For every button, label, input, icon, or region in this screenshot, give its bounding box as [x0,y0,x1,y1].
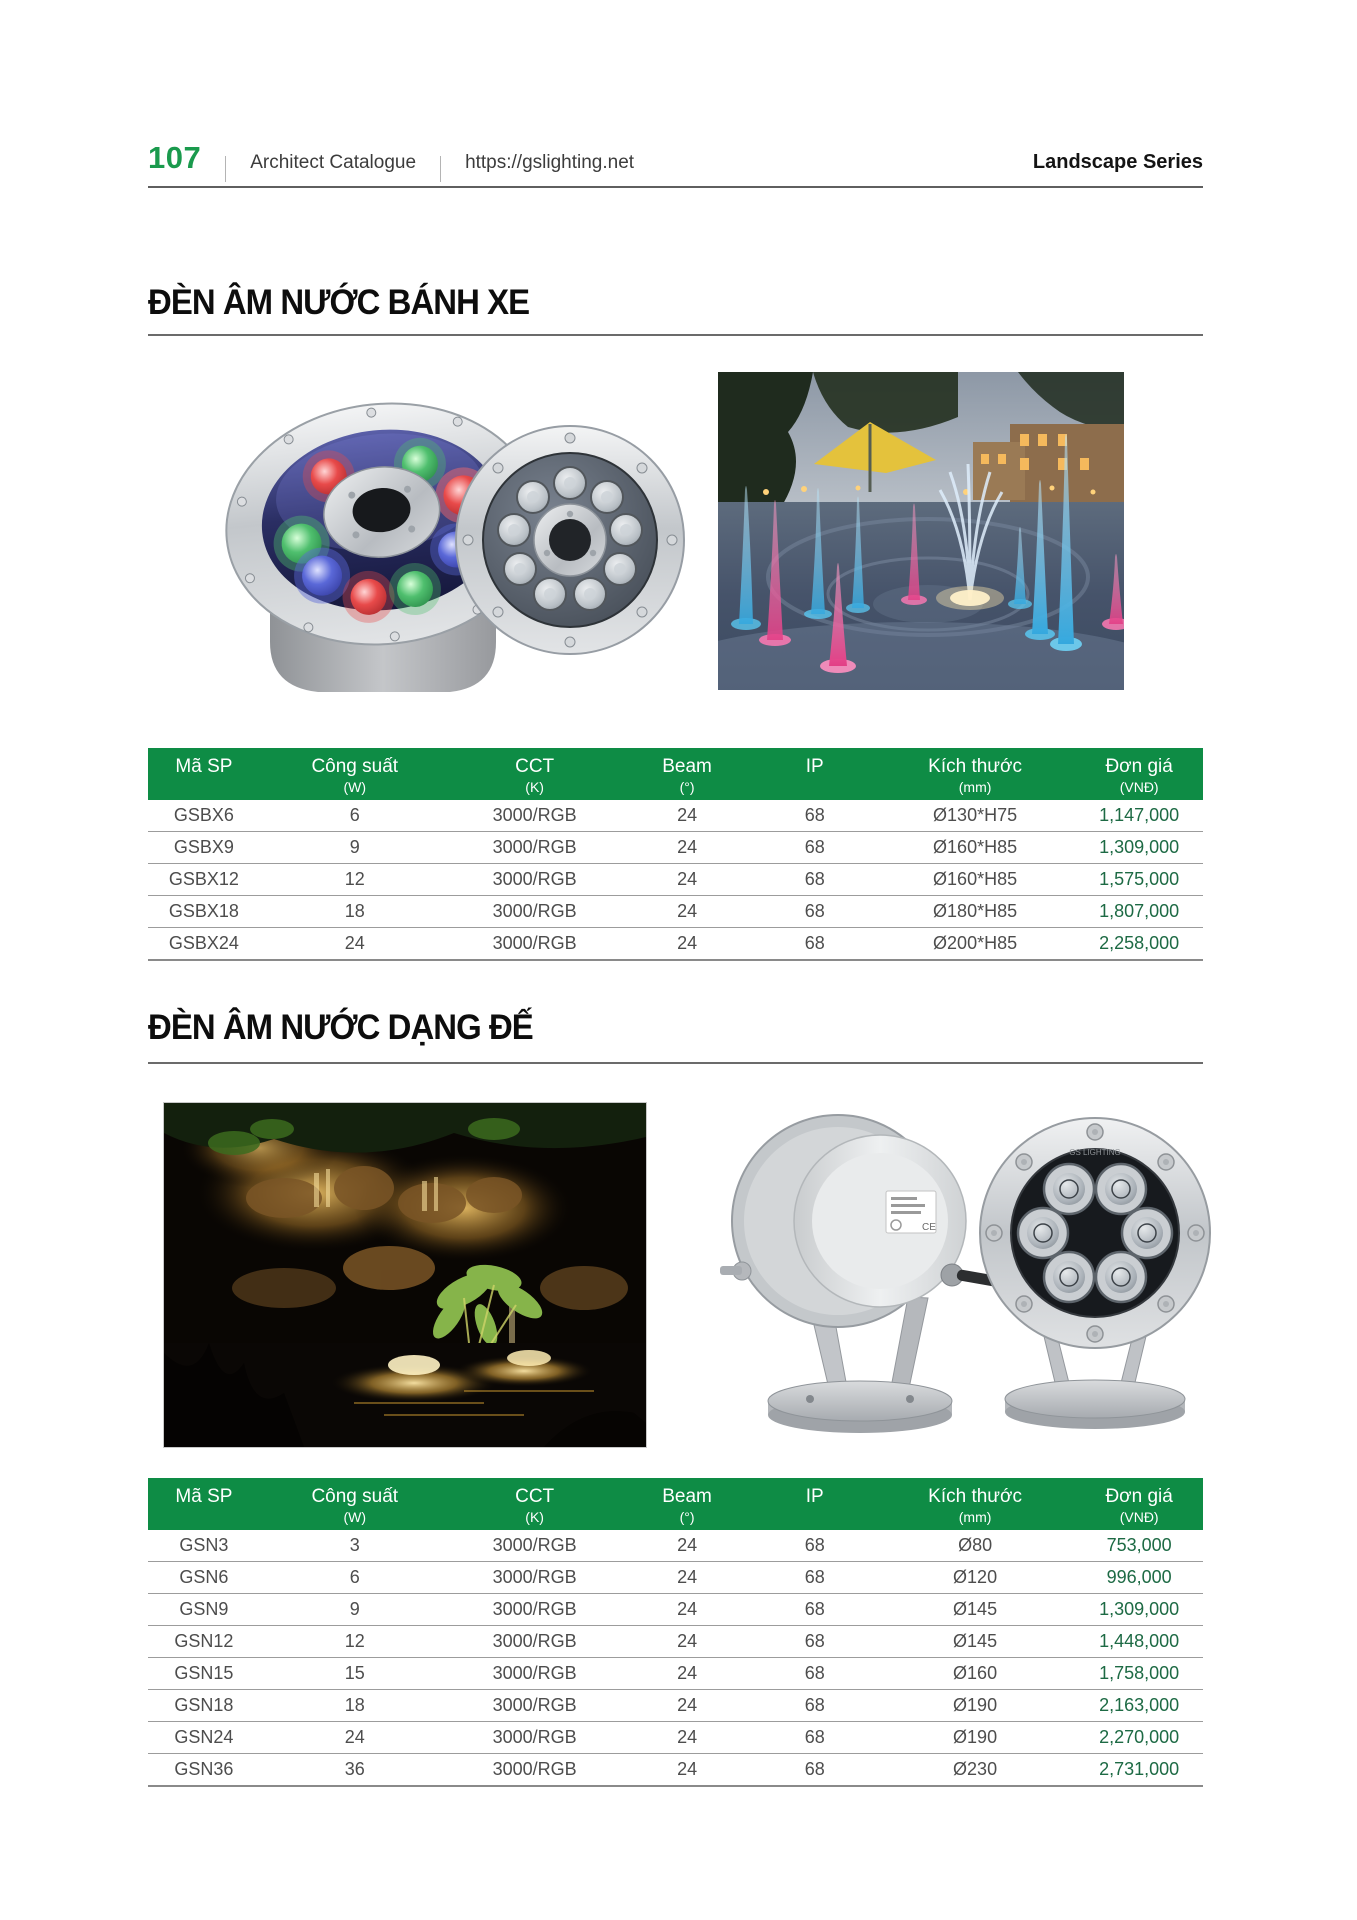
column-unit: (K) [525,779,544,795]
product-code-cell: GSN18 [148,1690,260,1722]
website-url: https://gslighting.net [465,152,635,173]
spec-cell: 3000/RGB [450,1722,620,1754]
spec-cell: 3000/RGB [450,800,620,832]
price-cell: 2,258,000 [1075,928,1203,961]
column-unit: (°) [679,1509,695,1525]
spot-light-illustration [690,1083,1242,1445]
spec-cell: Ø145 [875,1594,1075,1626]
spec-cell: 3000/RGB [450,928,620,961]
spec-cell: 3000/RGB [450,1658,620,1690]
spec-cell: 68 [755,896,875,928]
table-row [148,1690,1203,1722]
spec-cell: 3000/RGB [450,1690,620,1722]
column-unit: (K) [525,1509,544,1525]
spec-table-base-lights [148,1478,1203,1787]
table-row [148,1626,1203,1658]
column-label: Công suất [311,1486,399,1507]
column-unit: (VNĐ) [1119,779,1159,795]
product-code-cell: GSBX9 [148,832,260,864]
spec-cell: 12 [260,864,450,896]
table-row [148,864,1203,896]
pond-application-photo [163,1102,647,1448]
spec-cell: 24 [620,928,755,961]
product-code-cell: GSBX6 [148,800,260,832]
product-code-cell: GSBX24 [148,928,260,961]
svg-text:CE: CE [922,1222,936,1233]
column-label: IP [805,1486,824,1507]
wheel-light-illustration [150,342,690,720]
column-unit [755,779,875,795]
column-unit [755,1509,875,1525]
table-row [148,1722,1203,1754]
spec-cell: 12 [260,1626,450,1658]
spec-cell: 15 [260,1658,450,1690]
product-code-cell: GSBX12 [148,864,260,896]
spec-cell: 18 [260,1690,450,1722]
column-label: Mã SP [175,1486,233,1507]
spec-cell: 24 [620,832,755,864]
product-code-cell: GSN36 [148,1754,260,1787]
price-cell: 1,575,000 [1075,864,1203,896]
catalogue-name: Architect Catalogue [250,152,417,173]
product-code-cell: GSN3 [148,1530,260,1562]
column-header-4 [755,1478,875,1530]
table-row [148,1530,1203,1562]
price-cell: 1,309,000 [1075,1594,1203,1626]
table-row [148,1754,1203,1787]
spec-cell: Ø160 [875,1658,1075,1690]
header-divider [440,156,441,182]
fountain-illustration [718,372,1124,690]
product-code-cell: GSN15 [148,1658,260,1690]
price-cell: 996,000 [1075,1562,1203,1594]
price-cell: 2,163,000 [1075,1690,1203,1722]
column-header-1 [260,1478,450,1530]
table-row [148,1594,1203,1626]
spec-cell: 3000/RGB [450,1594,620,1626]
column-label: Đơn giá [1105,1486,1173,1507]
spec-cell: 24 [620,1754,755,1787]
fountain-application-photo [718,372,1124,690]
spec-cell: 68 [755,1754,875,1787]
column-header-1 [260,748,450,800]
spec-cell: Ø145 [875,1626,1075,1658]
column-header-0 [148,1478,260,1530]
spec-cell: 18 [260,896,450,928]
spec-cell: 68 [755,1658,875,1690]
spec-cell: 3 [260,1530,450,1562]
spec-cell: Ø190 [875,1690,1075,1722]
spec-cell: 3000/RGB [450,1626,620,1658]
spec-cell: 68 [755,1530,875,1562]
product-code-cell: GSN9 [148,1594,260,1626]
spec-cell: 3000/RGB [450,1562,620,1594]
section-title-banh-xe: ĐÈN ÂM NƯỚC BÁNH XE [148,283,530,322]
table-row [148,896,1203,928]
product-code-cell: GSBX18 [148,896,260,928]
product-code-cell: GSN24 [148,1722,260,1754]
column-label: Công suất [311,756,399,777]
spec-cell: 9 [260,1594,450,1626]
spec-cell: 24 [620,800,755,832]
column-header-0 [148,748,260,800]
column-label: CCT [515,1486,555,1507]
column-label: Kích thước [928,1486,1022,1507]
spec-cell: 3000/RGB [450,896,620,928]
spec-cell: 24 [620,1658,755,1690]
page-number: 107 [148,140,202,175]
table-row [148,832,1203,864]
column-label: IP [805,756,824,777]
spec-cell: 68 [755,1594,875,1626]
spec-cell: 68 [755,800,875,832]
column-label: CCT [515,756,555,777]
table-row [148,800,1203,832]
spec-cell: 68 [755,1722,875,1754]
column-label: Beam [662,756,712,777]
spec-cell: Ø230 [875,1754,1075,1787]
column-header-5 [875,1478,1075,1530]
price-cell: 1,758,000 [1075,1658,1203,1690]
column-header-2 [450,748,620,800]
product-code-cell: GSN12 [148,1626,260,1658]
spec-cell: 3000/RGB [450,1530,620,1562]
spec-cell: Ø190 [875,1722,1075,1754]
pond-illustration [164,1103,646,1447]
series-name: Landscape Series [1032,151,1203,173]
spec-cell: Ø160*H85 [875,864,1075,896]
column-header-4 [755,748,875,800]
table-row [148,1658,1203,1690]
column-unit: (mm) [958,779,992,795]
spec-cell: 3000/RGB [450,832,620,864]
column-label: Beam [662,1486,712,1507]
spec-cell: Ø130*H75 [875,800,1075,832]
spec-cell: 24 [620,1594,755,1626]
column-unit: (mm) [958,1509,992,1525]
header-divider [225,156,226,182]
section-rule [148,334,1203,336]
spec-cell: 3000/RGB [450,864,620,896]
section-title-dang-de: ĐÈN ÂM NƯỚC DẠNG ĐẾ [148,1008,533,1047]
spec-cell: 24 [620,1530,755,1562]
column-unit: (°) [679,779,695,795]
table-header-row [148,748,1203,800]
spec-cell: 68 [755,1626,875,1658]
column-header-5 [875,748,1075,800]
column-unit [148,1509,260,1525]
column-header-3 [620,748,755,800]
column-header-3 [620,1478,755,1530]
price-cell: 1,448,000 [1075,1626,1203,1658]
spec-cell: 9 [260,832,450,864]
spot-light-product-photo [690,1083,1242,1445]
spec-cell: 24 [620,1722,755,1754]
spec-cell: 68 [755,864,875,896]
spec-cell: 6 [260,1562,450,1594]
price-cell: 2,731,000 [1075,1754,1203,1787]
spec-cell: 24 [260,928,450,961]
column-unit: (W) [343,1509,367,1525]
price-cell: 1,309,000 [1075,832,1203,864]
table-header-row [148,1478,1203,1530]
price-cell: 753,000 [1075,1530,1203,1562]
column-label: Mã SP [175,756,233,777]
column-header-6 [1075,1478,1203,1530]
price-cell: 1,147,000 [1075,800,1203,832]
spec-cell: Ø160*H85 [875,832,1075,864]
column-label: Kích thước [928,756,1022,777]
spec-table-wheel-lights [148,748,1203,961]
spec-cell: Ø180*H85 [875,896,1075,928]
spec-cell: 24 [620,864,755,896]
column-label: Đơn giá [1105,756,1173,777]
spec-cell: 36 [260,1754,450,1787]
column-unit: (VNĐ) [1119,1509,1159,1525]
page-header [148,140,1203,188]
spec-cell: 3000/RGB [450,1754,620,1787]
column-header-2 [450,1478,620,1530]
table-row [148,1562,1203,1594]
column-header-6 [1075,748,1203,800]
spec-cell: 24 [620,1562,755,1594]
spec-cell: 24 [620,896,755,928]
spec-cell: Ø80 [875,1530,1075,1562]
spec-cell: 68 [755,1690,875,1722]
column-unit: (W) [343,779,367,795]
column-unit [148,779,260,795]
section-rule [148,1062,1203,1064]
price-cell: 2,270,000 [1075,1722,1203,1754]
table-row [148,928,1203,961]
wheel-light-product-photo [150,342,690,720]
price-cell: 1,807,000 [1075,896,1203,928]
product-code-cell: GSN6 [148,1562,260,1594]
spec-cell: 24 [620,1626,755,1658]
spec-cell: Ø120 [875,1562,1075,1594]
spec-cell: 68 [755,832,875,864]
spec-cell: 68 [755,928,875,961]
spec-cell: 68 [755,1562,875,1594]
spec-cell: 24 [260,1722,450,1754]
svg-text:GS LIGHTING: GS LIGHTING [1069,1148,1121,1157]
spec-cell: Ø200*H85 [875,928,1075,961]
spec-cell: 6 [260,800,450,832]
spec-cell: 24 [620,1690,755,1722]
